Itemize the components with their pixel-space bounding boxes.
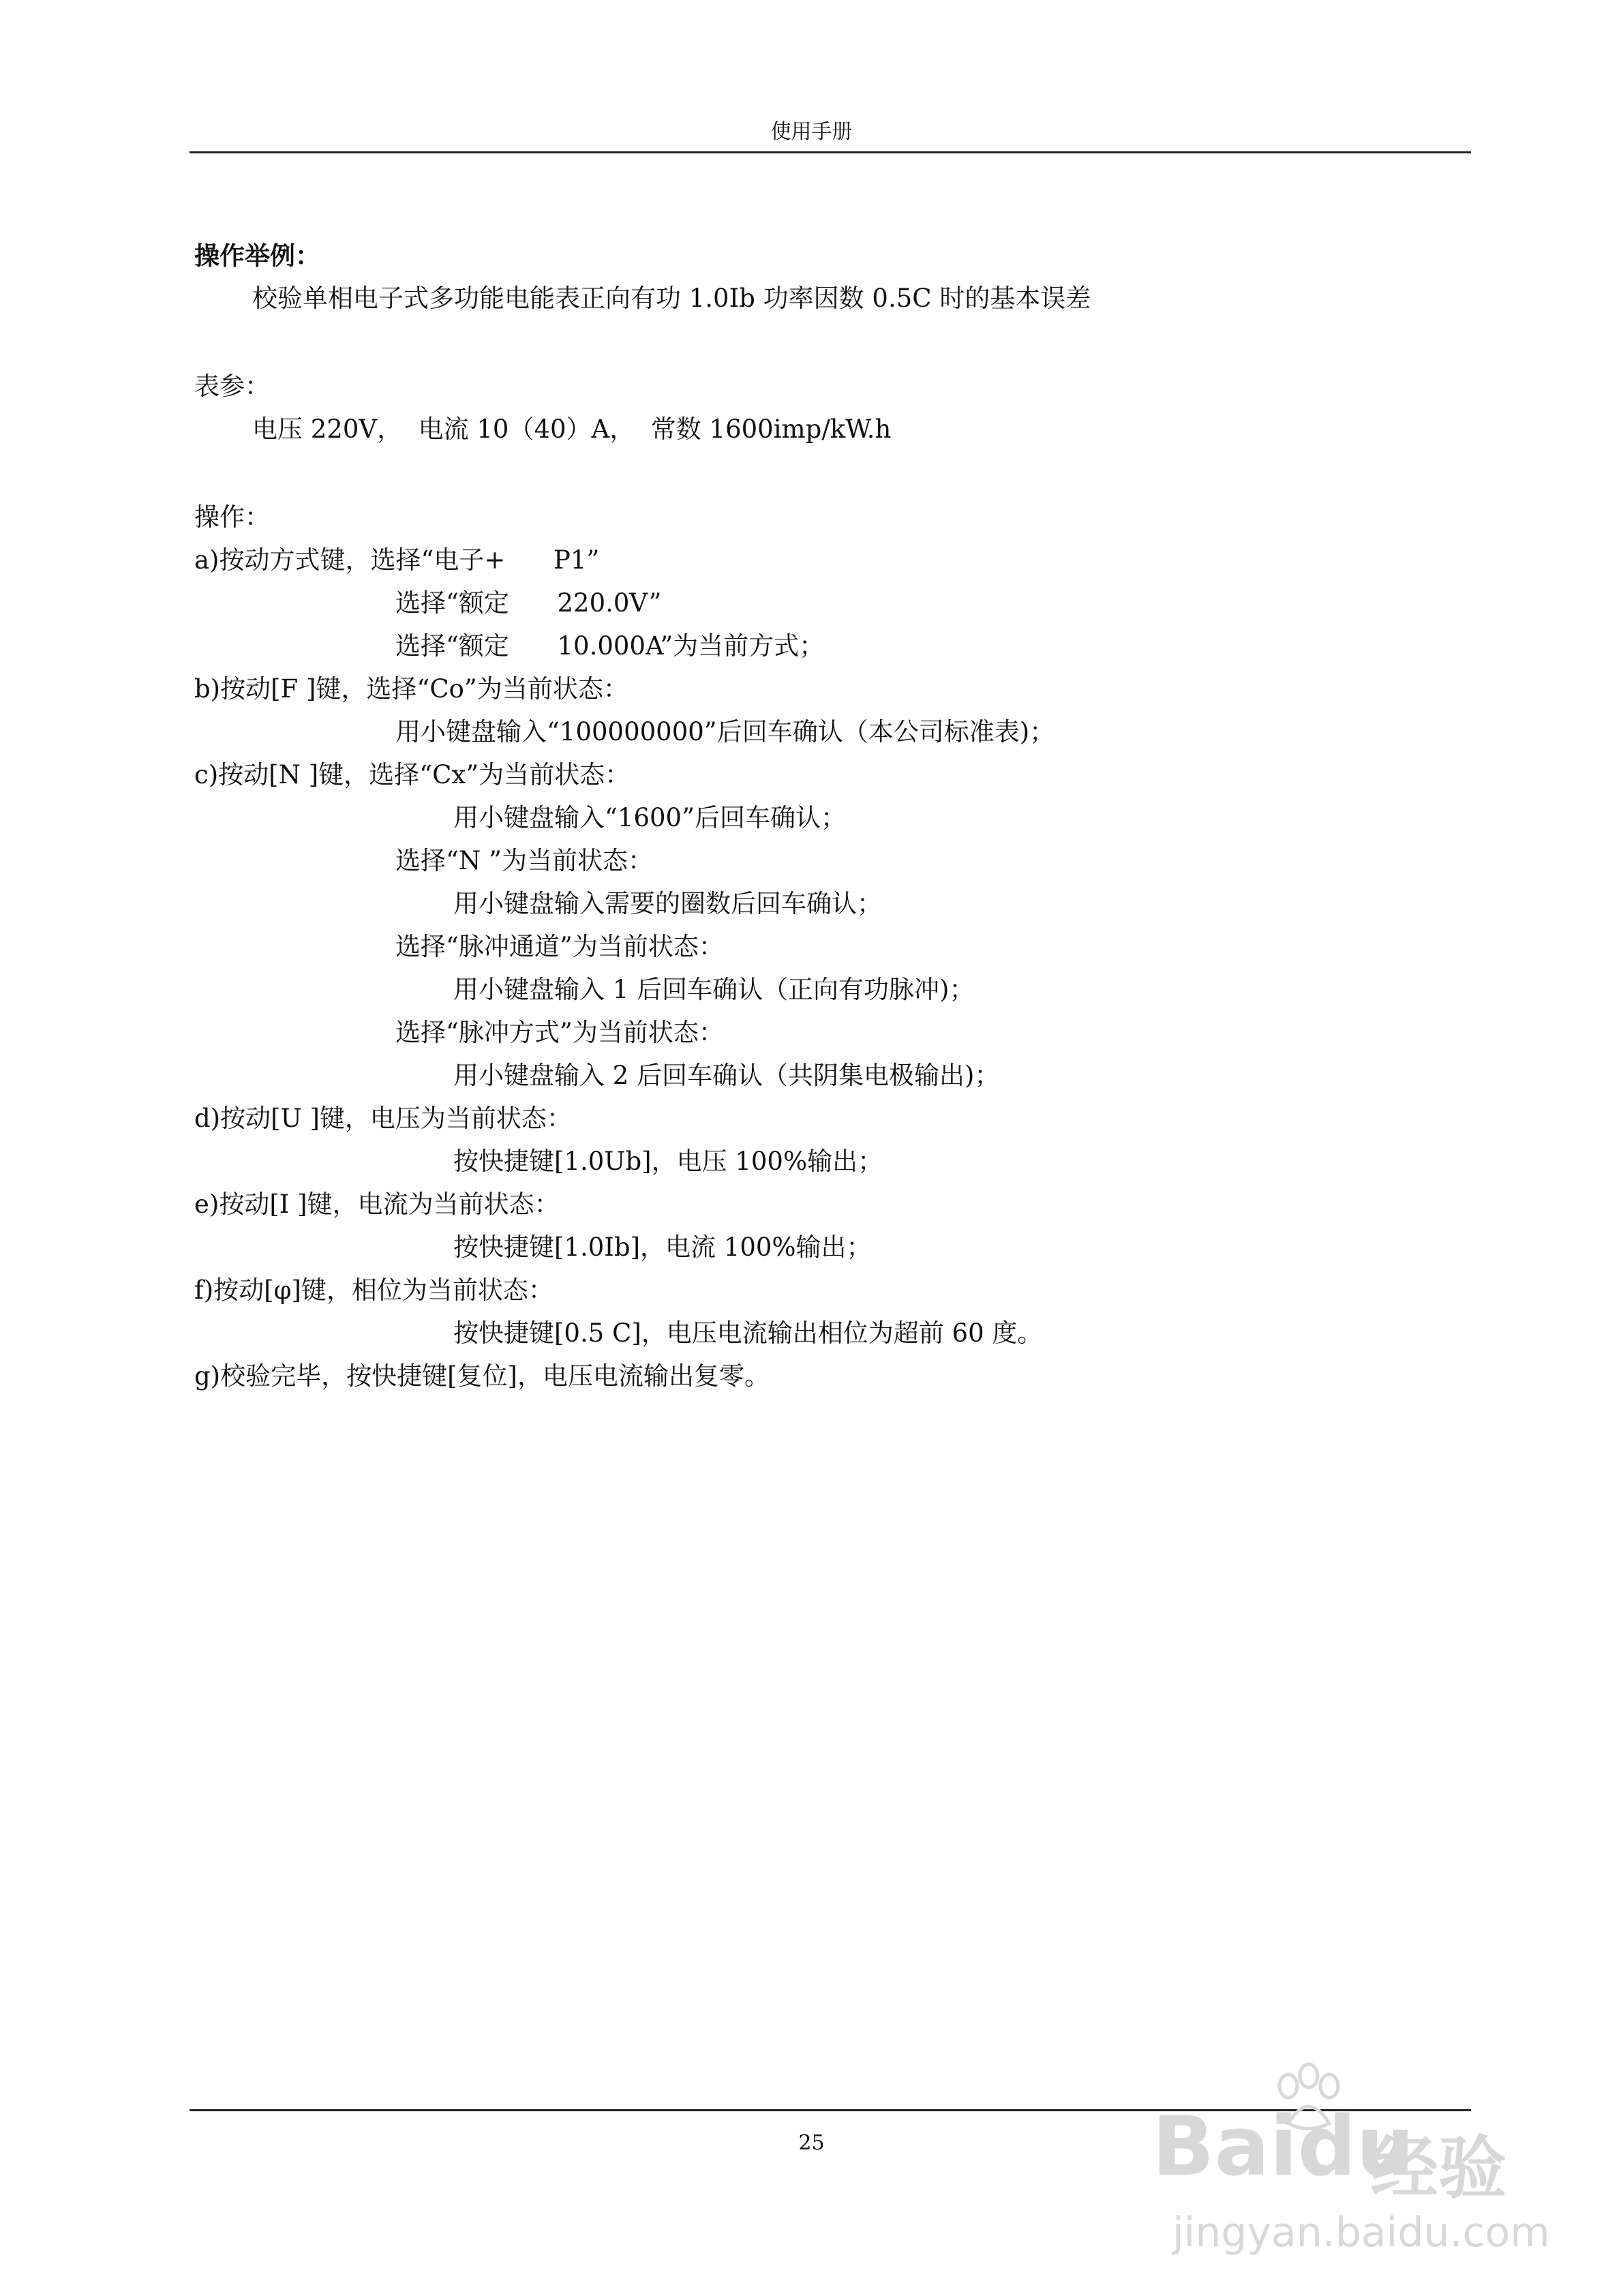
operations-heading: 操作： bbox=[194, 502, 270, 532]
step-c-sub-7: 用小键盘输入 2 后回车确认（共阴集电极输出)； bbox=[453, 1061, 1000, 1090]
step-f-sub-1: 按快捷键[0.5 C]，电压电流输出相位为超前 60 度。 bbox=[453, 1318, 1043, 1348]
meter-params: 电压 220V， 电流 10（40）A， 常数 1600imp/kW.h bbox=[252, 414, 892, 444]
step-a-sub-2: 选择“额定 10.000A”为当前方式； bbox=[395, 631, 825, 661]
example-description: 校验单相电子式多功能电能表正向有功 1.0Ib 功率因数 0.5C 时的基本误差 bbox=[252, 284, 1091, 313]
step-e-sub-1: 按快捷键[1.0Ib]，电流 100%输出； bbox=[453, 1233, 872, 1262]
meter-params-heading: 表参： bbox=[194, 372, 270, 401]
step-c-sub-1: 用小键盘输入“1600”后回车确认； bbox=[453, 803, 846, 832]
page-header-title: 使用手册 bbox=[770, 120, 853, 144]
watermark-brand: Baidu bbox=[1152, 2100, 1414, 2194]
watermark-brand-cn: 经验 bbox=[1370, 2128, 1506, 2208]
step-c-sub-3: 用小键盘输入需要的圈数后回车确认； bbox=[453, 889, 882, 918]
step-d-sub-1: 按快捷键[1.0Ub]，电压 100%输出； bbox=[453, 1147, 883, 1176]
step-c-sub-6: 选择“脉冲方式”为当前状态： bbox=[395, 1018, 724, 1047]
step-c-sub-2: 选择“N ”为当前状态： bbox=[395, 846, 653, 875]
step-a: a)按动方式键，选择“电子+ P1” bbox=[194, 545, 600, 575]
step-c: c)按动[N ]键，选择“Cx”为当前状态： bbox=[194, 760, 631, 789]
step-b: b)按动[F ]键，选择“Co”为当前状态： bbox=[194, 674, 628, 704]
step-b-sub-1: 用小键盘输入“100000000”后回车确认（本公司标准表)； bbox=[395, 717, 1055, 746]
step-c-sub-5: 用小键盘输入 1 后回车确认（正向有功脉冲)； bbox=[453, 975, 975, 1004]
watermark-url: jingyan.baidu.com bbox=[1172, 2209, 1550, 2256]
step-d: d)按动[U ]键，电压为当前状态： bbox=[194, 1104, 572, 1133]
step-c-sub-4: 选择“脉冲通道”为当前状态： bbox=[395, 932, 724, 961]
header-rule bbox=[189, 151, 1471, 153]
step-e: e)按动[I ]键，电流为当前状态： bbox=[194, 1190, 560, 1219]
step-g: g)校验完毕，按快捷键[复位]，电压电流输出复零。 bbox=[194, 1361, 770, 1391]
baidu-jingyan-watermark bbox=[1145, 2059, 1550, 2263]
page-number: 25 bbox=[798, 2131, 825, 2155]
step-f: f)按动[φ]键，相位为当前状态： bbox=[194, 1275, 553, 1305]
step-a-sub-1: 选择“额定 220.0V” bbox=[395, 588, 662, 618]
example-heading: 操作举例： bbox=[194, 241, 320, 271]
